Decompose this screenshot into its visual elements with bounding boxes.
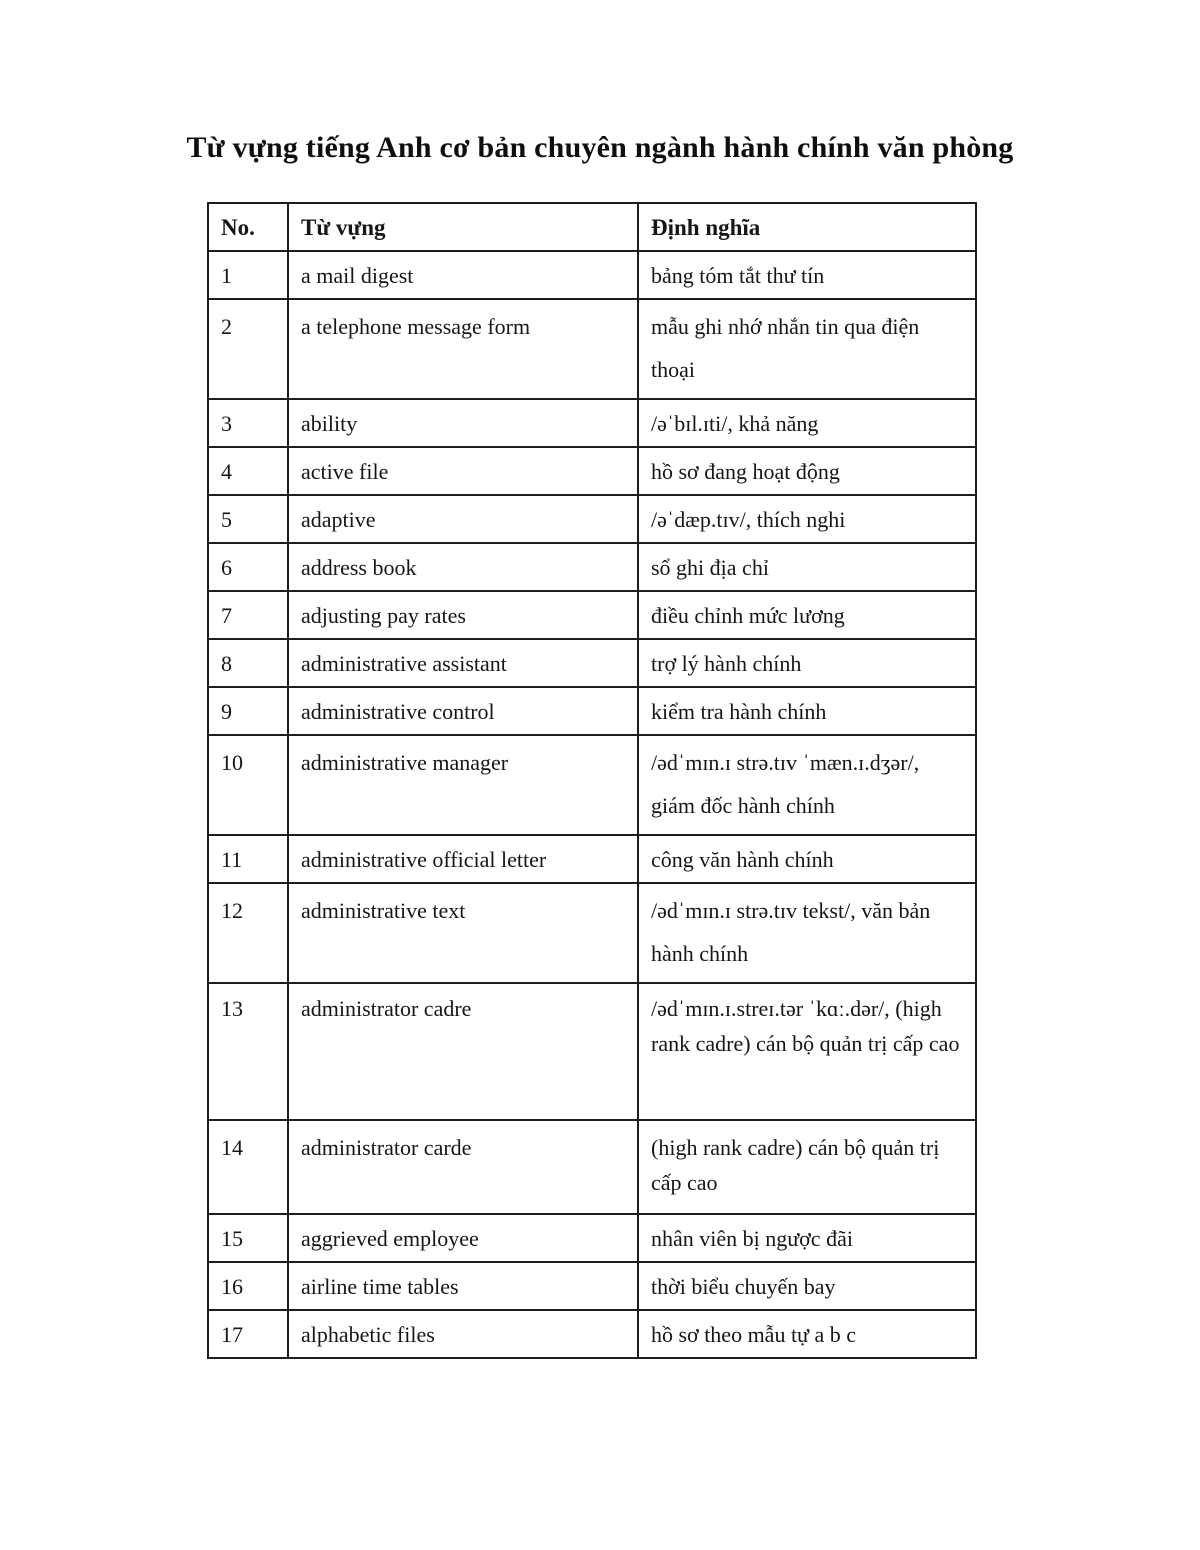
- row-number-cell: 10: [208, 735, 288, 835]
- table-row: [208, 591, 976, 639]
- term-cell: administrative assistant: [288, 639, 638, 687]
- definition-cell: kiểm tra hành chính: [638, 687, 976, 735]
- row-number-cell: 5: [208, 495, 288, 543]
- table-header-row: [208, 203, 976, 251]
- table-row: [208, 687, 976, 735]
- term-cell: adjusting pay rates: [288, 591, 638, 639]
- row-number-cell: 8: [208, 639, 288, 687]
- table-row: [208, 983, 976, 1120]
- term-cell: aggrieved employee: [288, 1214, 638, 1262]
- row-number-cell: 3: [208, 399, 288, 447]
- row-number-cell: 1: [208, 251, 288, 299]
- term-cell: airline time tables: [288, 1262, 638, 1310]
- definition-cell: điều chỉnh mức lương: [638, 591, 976, 639]
- row-number-cell: 2: [208, 299, 288, 399]
- table-row: [208, 1262, 976, 1310]
- term-cell: address book: [288, 543, 638, 591]
- definition-cell: thời biểu chuyến bay: [638, 1262, 976, 1310]
- definition-cell: /ədˈmɪn.ɪ strə.tɪv tekst/, văn bản hành chính: [638, 883, 976, 983]
- document-title: Từ vựng tiếng Anh cơ bản chuyên ngành hành chính văn phòng: [186, 131, 1014, 164]
- term-cell: active file: [288, 447, 638, 495]
- definition-cell: sổ ghi địa chỉ: [638, 543, 976, 591]
- header-term: Từ vựng: [288, 203, 638, 251]
- table-row: [208, 1214, 976, 1262]
- table-row: [208, 1120, 976, 1214]
- definition-cell: trợ lý hành chính: [638, 639, 976, 687]
- row-number-cell: 9: [208, 687, 288, 735]
- header-no: No.: [208, 203, 288, 251]
- row-number-cell: 15: [208, 1214, 288, 1262]
- definition-cell: /əˈbɪl.ɪti/, khả năng: [638, 399, 976, 447]
- table-row: [208, 883, 976, 983]
- row-number-cell: 7: [208, 591, 288, 639]
- header-definition: Định nghĩa: [638, 203, 976, 251]
- row-number-cell: 17: [208, 1310, 288, 1358]
- row-number-cell: 13: [208, 983, 288, 1120]
- table-row: [208, 1310, 976, 1358]
- term-cell: alphabetic files: [288, 1310, 638, 1358]
- table-row: [208, 639, 976, 687]
- row-number-cell: 6: [208, 543, 288, 591]
- vocabulary-table: [207, 202, 977, 1359]
- term-cell: adaptive: [288, 495, 638, 543]
- definition-cell: /ədˈmɪn.ɪ.streɪ.tər ˈkɑː.dər/, (high rank cadre) cán bộ quản trị cấp cao: [638, 983, 976, 1120]
- row-number-cell: 4: [208, 447, 288, 495]
- term-cell: administrative official letter: [288, 835, 638, 883]
- definition-cell: hồ sơ theo mẫu tự a b c: [638, 1310, 976, 1358]
- row-number-cell: 16: [208, 1262, 288, 1310]
- table-row: [208, 495, 976, 543]
- definition-cell: hồ sơ đang hoạt động: [638, 447, 976, 495]
- row-number-cell: 12: [208, 883, 288, 983]
- definition-cell: /ədˈmɪn.ɪ strə.tɪv ˈmæn.ɪ.dʒər/, giám đốc hành chính: [638, 735, 976, 835]
- term-cell: administrator carde: [288, 1120, 638, 1214]
- table-row: [208, 543, 976, 591]
- definition-cell: (high rank cadre) cán bộ quản trị cấp cao: [638, 1120, 976, 1214]
- definition-cell: công văn hành chính: [638, 835, 976, 883]
- table-row: [208, 251, 976, 299]
- row-number-cell: 11: [208, 835, 288, 883]
- term-cell: a telephone message form: [288, 299, 638, 399]
- term-cell: administrative control: [288, 687, 638, 735]
- term-cell: a mail digest: [288, 251, 638, 299]
- table-row: [208, 735, 976, 835]
- definition-cell: /əˈdæp.tɪv/, thích nghi: [638, 495, 976, 543]
- term-cell: administrative text: [288, 883, 638, 983]
- definition-cell: mẫu ghi nhớ nhắn tin qua điện thoại: [638, 299, 976, 399]
- definition-cell: bảng tóm tắt thư tín: [638, 251, 976, 299]
- table-row: [208, 447, 976, 495]
- row-number-cell: 14: [208, 1120, 288, 1214]
- term-cell: administrative manager: [288, 735, 638, 835]
- table-row: [208, 835, 976, 883]
- table-row: [208, 399, 976, 447]
- term-cell: ability: [288, 399, 638, 447]
- table-row: [208, 299, 976, 399]
- term-cell: administrator cadre: [288, 983, 638, 1120]
- definition-cell: nhân viên bị ngược đãi: [638, 1214, 976, 1262]
